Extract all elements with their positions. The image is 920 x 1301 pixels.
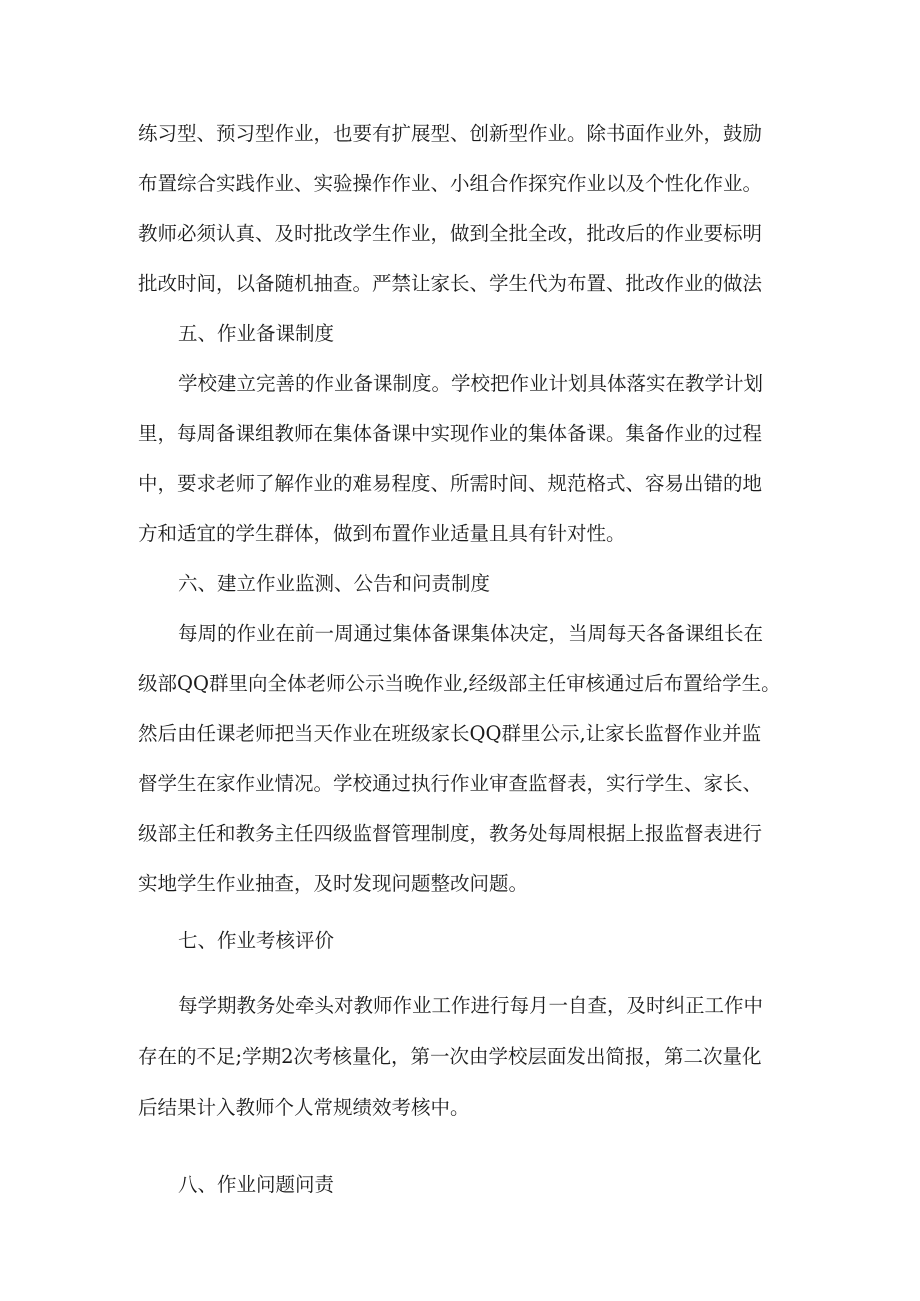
paragraph-line: 里，每周备课组教师在集体备课中实现作业的集体备课。集备作业的过程 (138, 422, 763, 445)
paragraph-line: 学校建立完善的作业备课制度。学校把作业计划具体落实在教学计划 (178, 372, 764, 395)
paragraph-line: 后结果计入教师个人常规绩效考核中。 (138, 1096, 470, 1119)
paragraph-line: 布置综合实践作业、实验操作作业、小组合作探究作业以及个性化作业。 (138, 172, 763, 195)
section-heading-7: 七、作业考核评价 (178, 929, 335, 952)
paragraph-line: 中，要求老师了解作业的难易程度、所需时间、规范格式、容易出错的地 (138, 472, 763, 495)
paragraph-line: 级部QQ群里向全体老师公示当晚作业,经级部主任审核通过后布置给学生。 (138, 672, 781, 695)
paragraph-line: 然后由任课老师把当天作业在班级家长QQ群里公示,让家长监督作业并监 (138, 722, 762, 745)
paragraph-line: 每周的作业在前一周通过集体备课集体决定，当周每天各备课组长在 (178, 622, 764, 645)
paragraph-line: 教师必须认真、及时批改学生作业，做到全批全改，批改后的作业要标明 (138, 222, 763, 245)
paragraph-line: 存在的不足;学期2次考核量化，第一次由学校层面发出简报，第二次量化 (138, 1045, 762, 1068)
paragraph-line: 实地学生作业抽查，及时发现问题整改问题。 (138, 872, 529, 895)
paragraph-line: 督学生在家作业情况。学校通过执行作业审查监督表，实行学生、家长、 (138, 772, 763, 795)
paragraph-line: 每学期教务处牵头对教师作业工作进行每月一自查，及时纠正工作中 (178, 994, 764, 1017)
section-heading-5: 五、作业备课制度 (178, 322, 335, 345)
paragraph-line: 批改时间，以备随机抽查。严禁让家长、学生代为布置、批改作业的做法 (138, 272, 763, 295)
section-heading-6: 六、建立作业监测、公告和问责制度 (178, 572, 491, 595)
section-heading-8: 八、作业问题问责 (178, 1173, 335, 1196)
paragraph-line: 方和适宜的学生群体，做到布置作业适量且具有针对性。 (138, 522, 626, 545)
paragraph-line: 练习型、预习型作业，也要有扩展型、创新型作业。除书面作业外，鼓励 (138, 122, 763, 145)
paragraph-line: 级部主任和教务主任四级监督管理制度，教务处每周根据上报监督表进行 (138, 822, 763, 845)
